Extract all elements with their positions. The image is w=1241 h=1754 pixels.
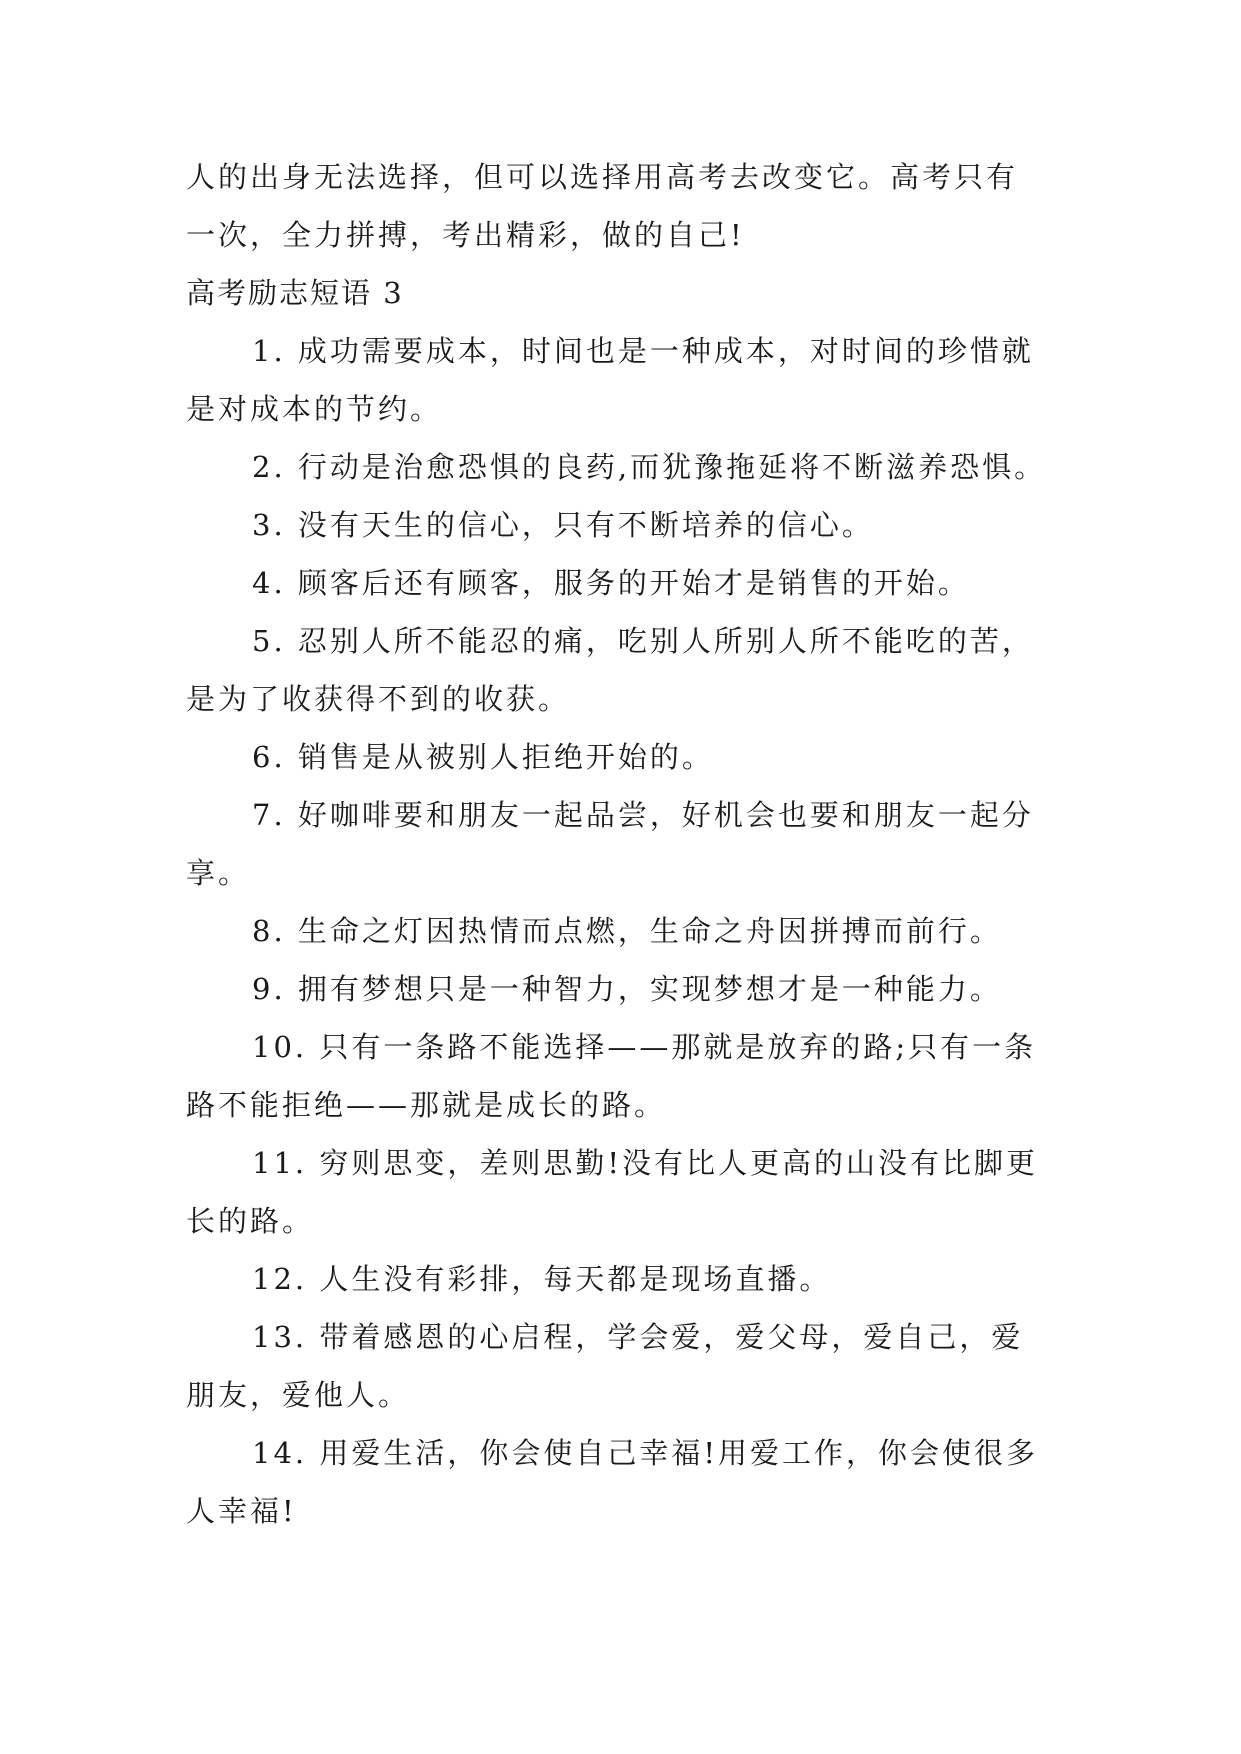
item-12-line-1: 12. 人生没有彩排，每天都是现场直播。 bbox=[252, 1262, 832, 1296]
item-10-line-2: 路不能拒绝——那就是成长的路。 bbox=[186, 1088, 667, 1122]
item-14-line-2: 人幸福! bbox=[186, 1494, 297, 1528]
item-6-line-1: 6. 销售是从被别人拒绝开始的。 bbox=[252, 740, 714, 774]
item-3-line-1: 3. 没有天生的信心，只有不断培养的信心。 bbox=[252, 508, 874, 542]
item-7-line-2: 享。 bbox=[186, 856, 251, 890]
intro-line-2: 一次，全力拼搏，考出精彩，做的自己! bbox=[186, 218, 745, 252]
item-13-line-1: 13. 带着感恩的心启程，学会爱，爱父母，爱自己，爱 bbox=[252, 1320, 1024, 1354]
document-body bbox=[186, 148, 1056, 1540]
section-heading: 高考励志短语 3 bbox=[186, 276, 404, 310]
item-10-line-1: 10. 只有一条路不能选择——那就是放弃的路;只有一条 bbox=[252, 1030, 1037, 1064]
item-2-line-1: 2. 行动是治愈恐惧的良药,而犹豫拖延将不断滋养恐惧。 bbox=[252, 450, 1047, 484]
item-7-line-1: 7. 好咖啡要和朋友一起品尝，好机会也要和朋友一起分 bbox=[252, 798, 1034, 832]
item-5-line-1: 5. 忍别人所不能忍的痛，吃别人所别人所不能吃的苦， bbox=[252, 624, 1034, 658]
item-1-line-1: 1. 成功需要成本，时间也是一种成本，对时间的珍惜就 bbox=[252, 334, 1034, 368]
item-1-line-2: 是对成本的节约。 bbox=[186, 392, 443, 426]
item-4-line-1: 4. 顾客后还有顾客，服务的开始才是销售的开始。 bbox=[252, 566, 970, 600]
item-14-line-1: 14. 用爱生活，你会使自己幸福!用爱工作，你会使很多 bbox=[252, 1436, 1038, 1470]
item-11-line-2: 长的路。 bbox=[186, 1204, 315, 1238]
item-11-line-1: 11. 穷则思变，差则思勤!没有比人更高的山没有比脚更 bbox=[252, 1146, 1038, 1180]
intro-line-1: 人的出身无法选择，但可以选择用高考去改变它。高考只有 bbox=[186, 160, 1019, 194]
item-5-line-2: 是为了收获得不到的收获。 bbox=[186, 682, 571, 716]
item-9-line-1: 9. 拥有梦想只是一种智力，实现梦想才是一种能力。 bbox=[252, 972, 1002, 1006]
item-8-line-1: 8. 生命之灯因热情而点燃，生命之舟因拼搏而前行。 bbox=[252, 914, 1002, 948]
item-13-line-2: 朋友，爱他人。 bbox=[186, 1378, 411, 1412]
